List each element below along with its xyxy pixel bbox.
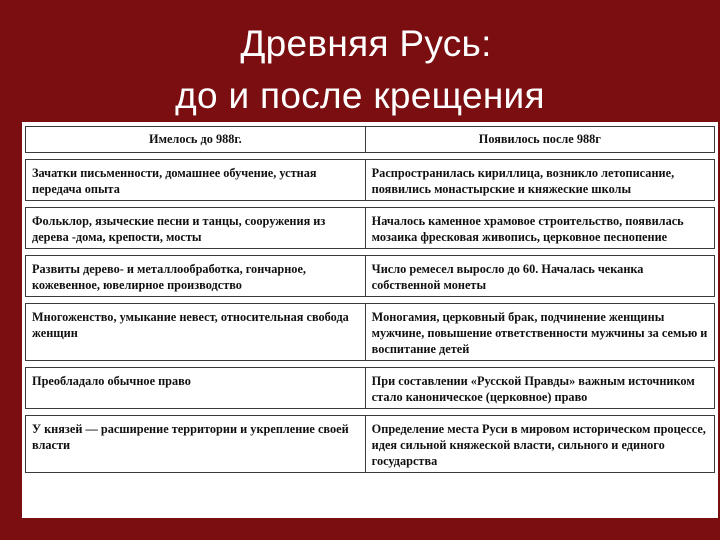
cell-before: Многоженство, умыкание невест, относительная свобода женщин bbox=[26, 304, 366, 361]
table-row bbox=[26, 208, 715, 249]
cell-after: Определение места Руси в мировом историческом процессе, идея сильной княжеской власти, сильного и единого государства bbox=[365, 416, 714, 473]
cell-before: Зачатки письменности, домашнее обучение, устная передача опыта bbox=[26, 160, 366, 201]
header-after-988: Появилось после 988г bbox=[365, 127, 714, 153]
comparison-table bbox=[25, 126, 715, 473]
cell-before: Преобладало обычное право bbox=[26, 368, 366, 409]
cell-after: При составлении «Русской Правды» важным источником стало каноническое (церковное) право bbox=[365, 368, 714, 409]
cell-after: Распространилась кириллица, возникло летописание, появились монастырские и княжеские школы bbox=[365, 160, 714, 201]
table-row bbox=[26, 304, 715, 361]
table-row bbox=[26, 368, 715, 409]
row-gap bbox=[26, 249, 715, 256]
row-gap bbox=[26, 361, 715, 368]
slide-title bbox=[0, 18, 720, 122]
cell-before: Фольклор, языческие песни и танцы, сооружения из дерева -дома, крепости, мосты bbox=[26, 208, 366, 249]
table-header-row bbox=[26, 127, 715, 153]
cell-before: Развиты дерево- и металлообработка, гончарное, кожевенное, ювелирное производство bbox=[26, 256, 366, 297]
cell-after: Моногамия, церковный брак, подчинение женщины мужчине, повышение ответственности мужчины за семью и воспитание детей bbox=[365, 304, 714, 361]
row-gap bbox=[26, 409, 715, 416]
table-row bbox=[26, 160, 715, 201]
table-row bbox=[26, 256, 715, 297]
row-gap bbox=[26, 297, 715, 304]
cell-after: Началось каменное храмовое строительство, появилась мозаика фресковая живопись, церковное песнопение bbox=[365, 208, 714, 249]
cell-before: У князей — расширение территории и укрепление своей власти bbox=[26, 416, 366, 473]
cell-after: Число ремесел выросло до 60. Началась чеканка собственной монеты bbox=[365, 256, 714, 297]
slide-title-line-2: до и после крещения bbox=[175, 75, 545, 116]
table-row bbox=[26, 416, 715, 473]
slide-title-line-1: Древняя Русь: bbox=[240, 23, 492, 64]
row-gap bbox=[26, 201, 715, 208]
comparison-panel bbox=[22, 122, 718, 518]
header-before-988: Имелось до 988г. bbox=[26, 127, 366, 153]
row-gap bbox=[26, 153, 715, 160]
